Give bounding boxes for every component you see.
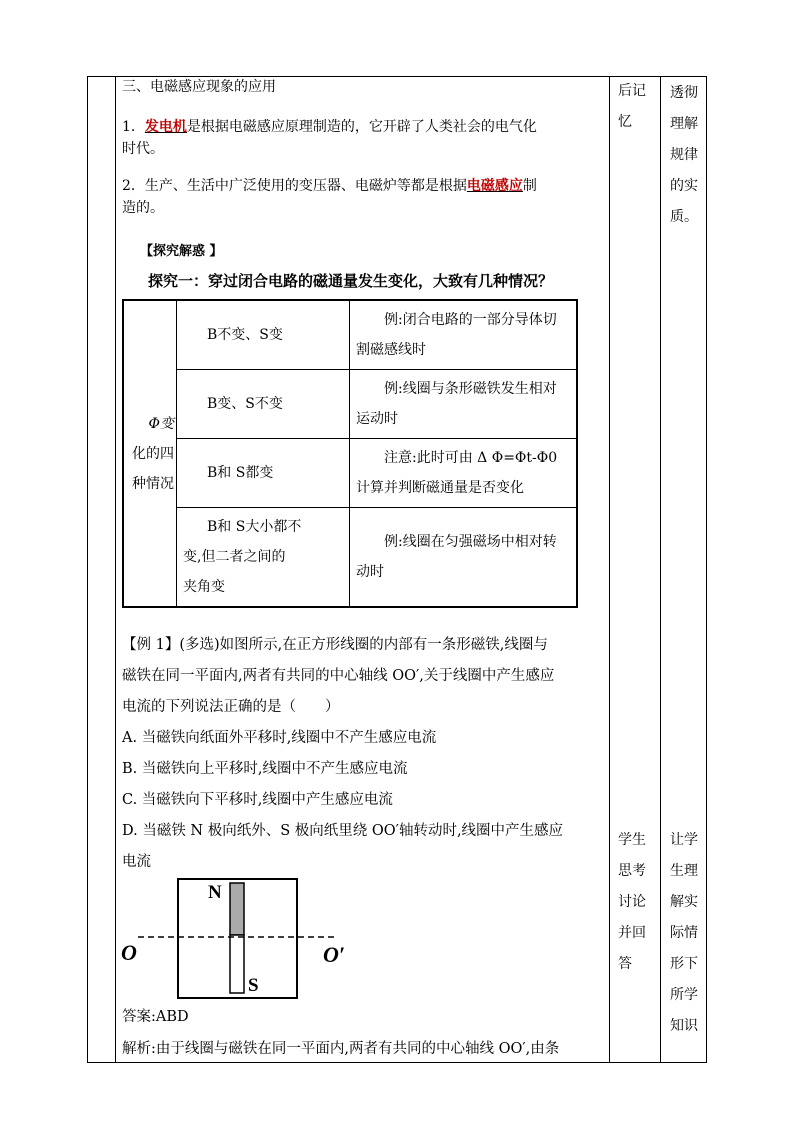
note-cell: 例:线圈在匀强磁场中相对转 动时: [350, 508, 578, 608]
note-cell: 例:闭合电路的一部分导体切 割磁感线时: [350, 300, 578, 370]
coil-magnet-figure: [118, 876, 358, 1004]
magnet-n-pole: [230, 883, 244, 935]
magnet-s-pole: [230, 935, 244, 993]
label-o: O: [121, 940, 137, 965]
column-divider: [609, 76, 610, 1063]
analysis: 解析:由于线圈与磁铁在同一平面内,两者有共同的中心轴线 OO′,由条: [122, 1041, 560, 1057]
teacher-column-top: 透彻 理解 规律 的实 质。: [670, 85, 698, 225]
table-row: [123, 439, 577, 508]
highlight-generator: 发电机: [144, 119, 187, 135]
case-cell: B不变、S变: [177, 300, 350, 370]
table-row: [123, 370, 577, 439]
row-header: Φ变 化的四 种情况: [123, 300, 177, 607]
note-cell: 例:线圈与条形磁铁发生相对 运动时: [350, 370, 578, 439]
case-cell: B和 S都变: [177, 439, 350, 508]
explore-tag: 【探究解惑 】: [140, 244, 223, 259]
column-divider: [115, 76, 116, 1063]
item-2: 2．生产、生活中广泛使用的变压器、电磁炉等都是根据电磁感应制 造的。: [122, 178, 537, 216]
label-o-prime: O′: [323, 942, 346, 967]
table-row: [123, 508, 577, 608]
answer: 答案:ABD: [122, 1009, 189, 1025]
label-n: N: [208, 882, 222, 903]
highlight-induction: 电磁感应: [466, 178, 523, 194]
note-cell: 注意:此时可由 Δ Φ=Φt-Φ0 计算并判断磁通量是否变化: [350, 439, 578, 508]
label-s: S: [248, 975, 259, 996]
column-divider: [660, 76, 661, 1063]
explore-question: 探究一：穿过闭合电路的磁通量发生变化，大致有几种情况？: [148, 272, 554, 290]
case-cell: B变、S不变: [177, 370, 350, 439]
case-cell: B和 S大小都不 变,但二者之间的 夹角变: [177, 508, 350, 608]
section-heading: 三、电磁感应现象的应用: [122, 79, 276, 95]
example-question: 【例 1】(多选)如图所示,在正方形线圈的内部有一条形磁铁,线圈与 磁铁在同一平面内,两者有共同的中心轴线 OO′,关于线圈中产生感应 电流的下列说法正确的是（ ） A. 当磁铁向纸面外平移时,线圈中不产生感应电流 B. 当磁铁向上平移时,线圈中不产生感应电流 C. 当磁铁向下平移时,线圈中产生感应电流 D. 当磁铁 N 极向纸外、S 极向纸里绕 OO′轴转动时,线圈中产生感应 电流: [122, 637, 564, 870]
flux-change-table: [122, 299, 578, 608]
student-column-bottom: 学生 思考 讨论 并回 答: [618, 832, 646, 972]
teacher-column-bottom: 让学 生理 解实 际情 形下 所学 知识: [670, 832, 698, 1034]
table-row: [123, 300, 577, 370]
item-1: 1．发电机是根据电磁感应原理制造的，它开辟了人类社会的电气化 时代。: [122, 119, 537, 157]
student-column-top: 后记 忆: [618, 83, 646, 130]
